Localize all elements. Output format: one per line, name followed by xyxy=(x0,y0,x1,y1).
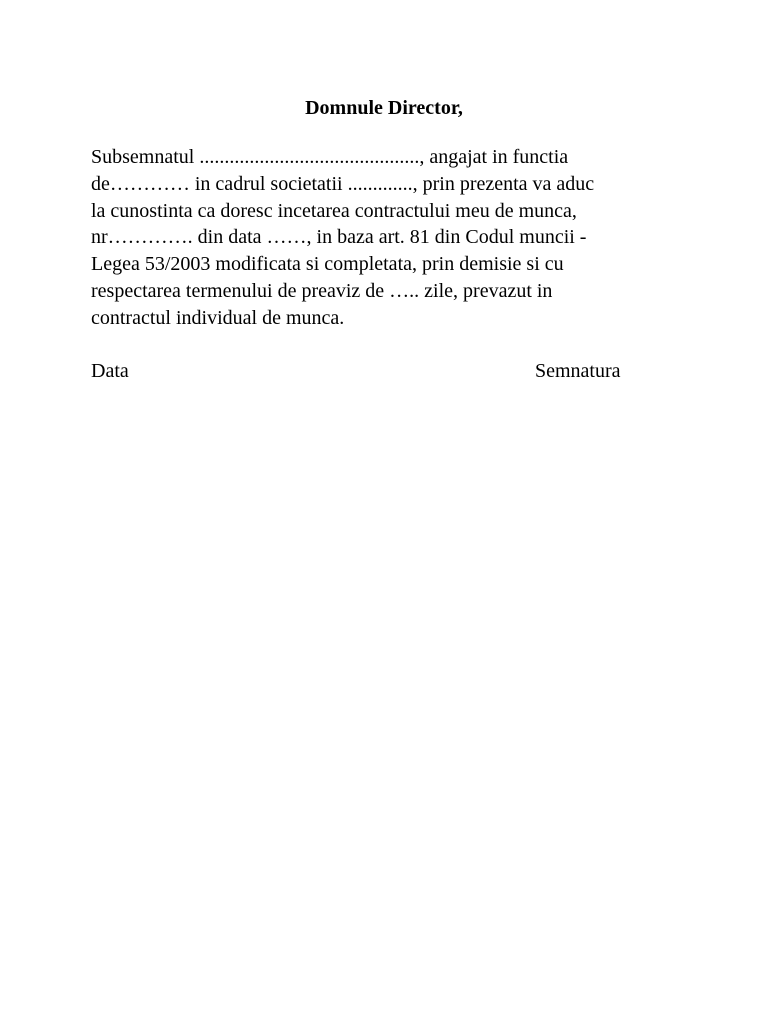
letter-body-line: contractul individual de munca. xyxy=(91,306,345,329)
date-label: Data xyxy=(91,360,129,382)
letter-body-line: de………… in cadrul societatii ............., prin prezenta va aduc xyxy=(91,172,595,195)
letter-body-line: Legea 53/2003 modificata si completata, prin demisie si cu xyxy=(91,253,564,276)
letter-salutation: Domnule Director, xyxy=(305,97,463,119)
letter-body-line: respectarea termenului de preaviz de ….. zile, prevazut in xyxy=(91,279,553,302)
letter-body-line: Subsemnatul ............................................, angajat in functia xyxy=(91,146,569,168)
letter-body-line: la cunostinta ca doresc incetarea contractului meu de munca, xyxy=(91,199,577,222)
letter-body xyxy=(91,144,677,332)
letter-body-line: nr…………. din data ……, in baza art. 81 din Codul muncii - xyxy=(91,226,587,249)
signature-label: Semnatura xyxy=(535,360,621,382)
